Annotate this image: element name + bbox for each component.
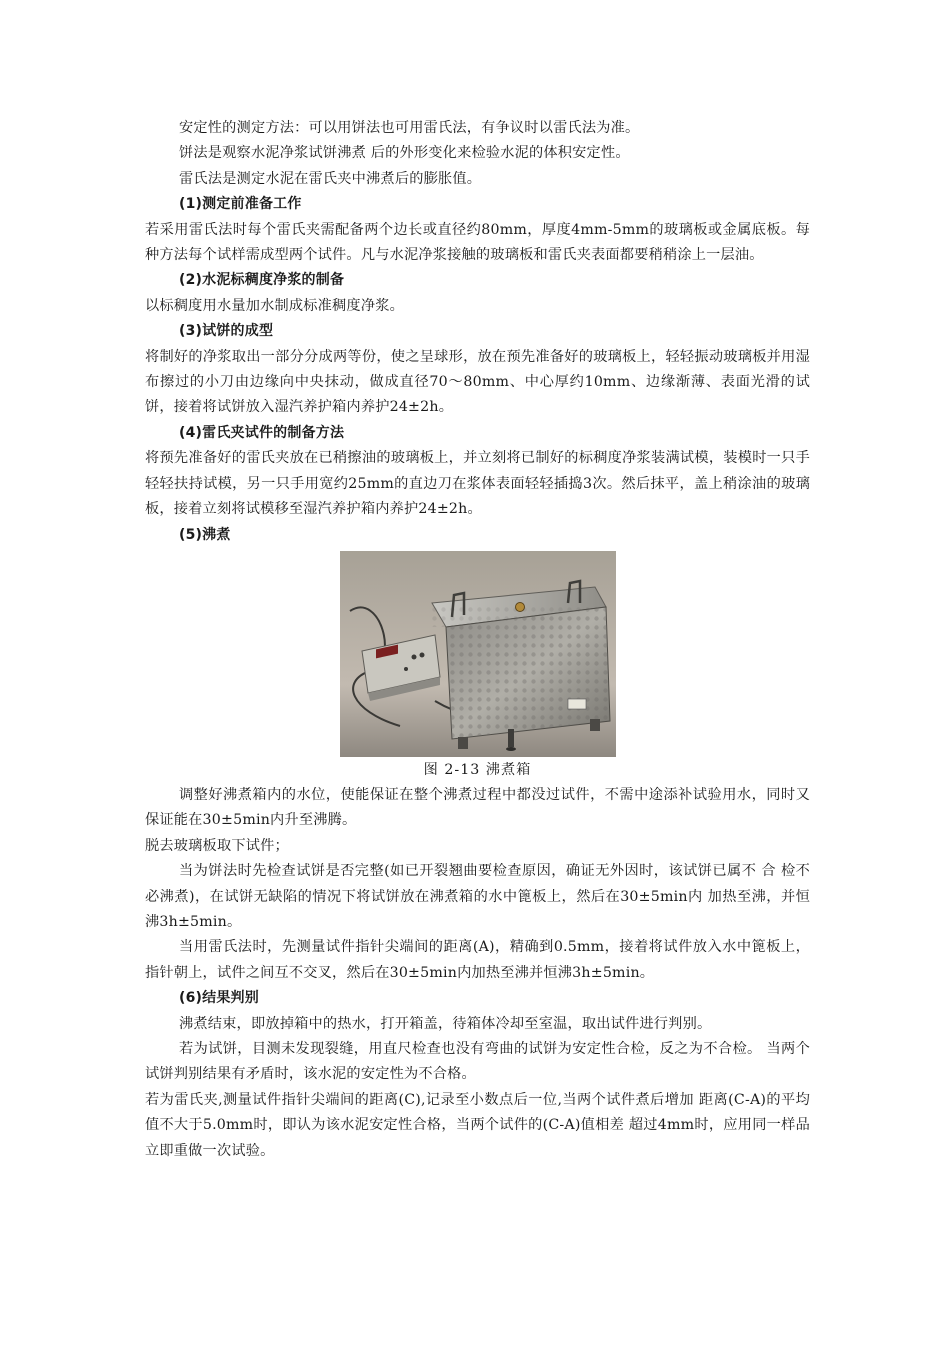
paragraph: 若采用雷氏法时每个雷氏夹需配备两个边长或直径约80mm，厚度4mm-5mm的玻璃板或金属底板。每种方法每个试样需成型两个试件。凡与水泥净浆接触的玻璃板和雷氏夹表面都要稍稍涂上一层油。 [145,221,810,264]
paragraph: 当用雷氏法时，先测量试件指针尖端间的距离(A)，精确到0.5mm，接着将试件放入水中篦板上，指针朝上，试件之间互不交叉，然后在30±5min内加热至沸并恒沸3h±5min。 [145,939,810,981]
paragraph: 将制好的净浆取出一部分分成两等份，使之呈球形，放在预先准备好的玻璃板上，轻轻振动玻璃板并用湿布擦过的小刀由边缘向中央抹动，做成直径70～80mm、中心厚约10mm、边缘渐薄、表面光滑的试饼，接着将试饼放入湿汽养护箱内养护24±2h。 [145,348,810,416]
figure-caption: 图 2-13 沸煮箱 [423,761,532,778]
document-page [145,116,810,1164]
paragraph: 当为饼法时先检查试饼是否完整(如已开裂翘曲要检查原因，确证无外因时，该试饼已属不 合 检不必沸煮)，在试饼无缺陷的情况下将试饼放在沸煮箱的水中篦板上，然后在30±5min内 加热至沸，并恒沸3h±5min。 [145,863,810,930]
boiling-box-photo [340,551,616,757]
section-heading-1: (1)测定前准备工作 [179,196,302,213]
section-heading-4: (4)雷氏夹试件的制备方法 [179,424,345,441]
section-heading-5: (5)沸煮 [179,526,231,543]
paragraph: 雷氏法是测定水泥在雷氏夹中沸煮后的膨胀值。 [179,170,482,187]
section-heading-2: (2)水泥标稠度净浆的制备 [179,272,345,289]
paragraph: 若为试饼，目测未发现裂缝，用直尺检查也没有弯曲的试饼为安定性合检，反之为不合检。 当两个试饼判别结果有矛盾时，该水泥的安定性为不合格。 [145,1040,810,1083]
paragraph: 若为雷氏夹,测量试件指针尖端间的距离(C),记录至小数点后一位,当两个试件煮后增加 距离(C-A)的平均值不大于5.0mm时，即认为该水泥安定性合格，当两个试件的(C-A)值相差 超过4mm时，应用同一样品立即重做一次试验。 [145,1091,810,1159]
paragraph: 调整好沸煮箱内的水位，使能保证在整个沸煮过程中都没过试件，不需中途添补试验用水，同时又保证能在30±5min内升至沸腾。 [145,786,810,829]
section-heading-6: (6)结果判别 [179,990,259,1007]
paragraph: 饼法是观察水泥净浆试饼沸煮 后的外形变化来检验水泥的体积安定性。 [179,145,630,162]
paragraph: 以标稠度用水量加水制成标准稠度净浆。 [145,297,404,314]
paragraph: 将预先准备好的雷氏夹放在已稍擦油的玻璃板上，并立刻将已制好的标稠度净浆装满试模，装模时一只手轻轻扶持试模，另一只手用宽约25mm的直边刀在浆体表面轻轻插捣3次。然后抹平，盖上稍涂油的玻璃板，接着立刻将试模移至湿汽养护箱内养护24±2h。 [145,450,810,518]
paragraph: 沸煮结束，即放掉箱中的热水，打开箱盖，待箱体冷却至室温，取出试件进行判别。 [179,1015,712,1032]
section-heading-3: (3)试饼的成型 [179,323,274,340]
paragraph: 脱去玻璃板取下试件； [145,837,289,854]
paragraph: 安定性的测定方法：可以用饼法也可用雷氏法，有争议时以雷氏法为准。 [179,120,640,136]
